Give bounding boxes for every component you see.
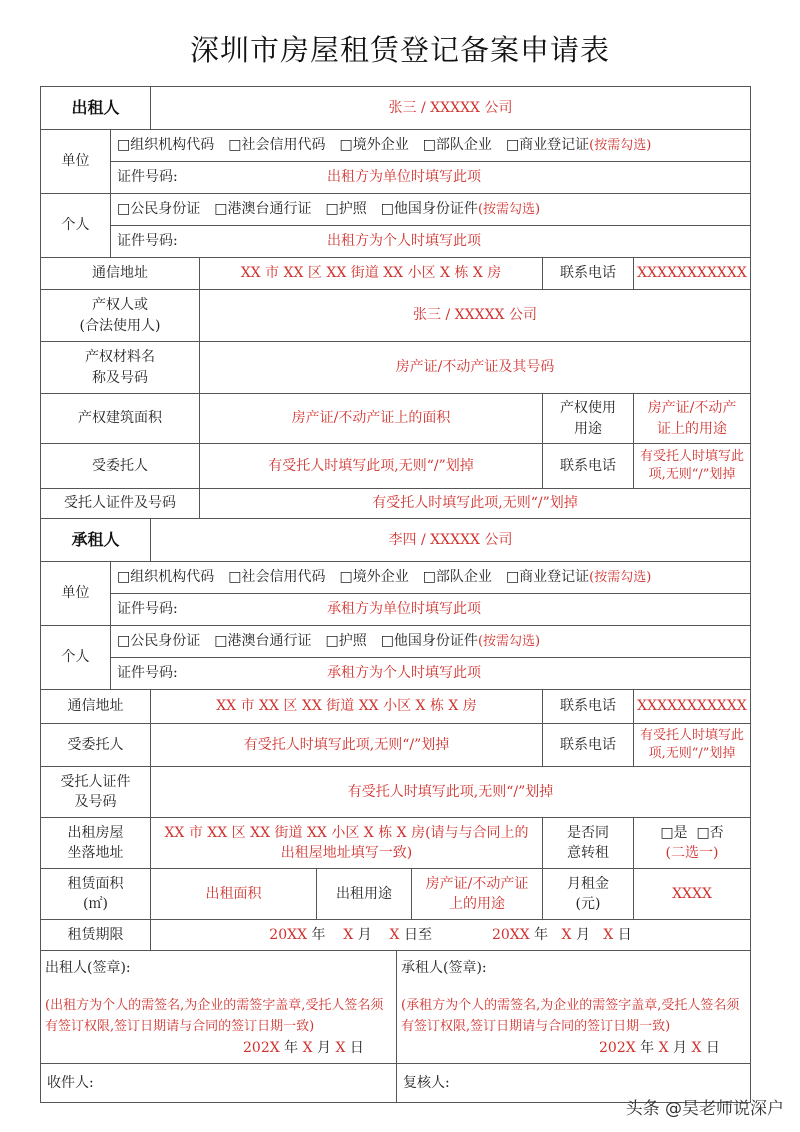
receiver-field[interactable] [40, 1063, 397, 1103]
year-unit: 年 [284, 1040, 299, 1056]
rent-area-label-line1: 租赁面积 [67, 875, 124, 892]
month-unit: 月 [357, 926, 372, 943]
location-value[interactable] [150, 817, 543, 869]
lessor-agent-id-label: 受托人证件及号码 [40, 488, 200, 519]
checkbox-hk-permit[interactable]: □港澳台通行证 [214, 633, 312, 650]
checkbox-overseas[interactable]: □境外企业 [339, 569, 409, 586]
day-unit: 日 [349, 1040, 364, 1056]
lessee-agent-phone-line1: 有受托人时填写此 [639, 728, 744, 744]
monthly-rent-label [542, 868, 634, 920]
building-area-label: 产权建筑面积 [40, 393, 200, 444]
checkbox-foreign-id[interactable]: □他国身份证件 [380, 201, 478, 218]
unit-id-label: 证件号码: [117, 169, 178, 186]
person-id-value[interactable]: 承租方为个人时填写此项 [327, 665, 481, 682]
sublet-checkboxes[interactable]: □是 □否 [660, 824, 724, 841]
rent-use-value-line2: 上的用途 [449, 896, 505, 912]
lessor-agent-phone-line1: 有受托人时填写此 [639, 449, 744, 465]
rent-area-label-line2: (㎡) [83, 896, 108, 912]
unit-note: (按需勾选) [589, 137, 652, 153]
lessee-agent-value[interactable]: 有受托人时填写此项,无则“/”划掉 [150, 723, 543, 767]
start-year[interactable]: 20XX [269, 926, 308, 943]
rent-area-label [40, 868, 151, 920]
lessor-signature-note: (出租方为个人的需签名,为企业的需签字盖章,受托人签名须有签订权限,签订日期请与合同的签订日期一致) [45, 998, 384, 1035]
rent-period-label: 租赁期限 [40, 919, 151, 951]
year-unit: 年 [640, 1040, 655, 1056]
checkbox-military[interactable]: □部队企业 [422, 137, 492, 154]
person-note: (按需勾选) [477, 201, 541, 217]
lessee-person-id-row [110, 657, 751, 690]
lessor-unit-id-row [110, 161, 751, 194]
lessor-name[interactable]: 张三 / XXXXX 公司 [150, 86, 751, 130]
location-value-line1: XX 市 XX 区 XX 街道 XX 小区 X 栋 X 房(请与与合同上的 [164, 824, 529, 841]
end-year[interactable]: 20XX [491, 926, 530, 943]
lessee-agent-id-label-line2: 及号码 [74, 794, 117, 810]
lessee-person-label: 个人 [40, 625, 111, 690]
checkbox-hk-permit[interactable]: □港澳台通行证 [214, 201, 312, 218]
lessor-address-label: 通信地址 [40, 257, 200, 290]
year-unit: 年 [311, 926, 326, 943]
lessee-signature-date [599, 1037, 720, 1057]
person-id-value[interactable]: 出租方为个人时填写此项 [327, 233, 481, 250]
day-unit: 日 [617, 926, 632, 943]
lessee-agent-phone-label: 联系电话 [542, 723, 634, 767]
checkbox-org-code[interactable]: □组织机构代码 [117, 137, 215, 154]
lessor-phone-value[interactable]: XXXXXXXXXXX [633, 257, 751, 290]
usage-label [542, 393, 634, 444]
usage-value-line1: 房产证/不动产 [647, 400, 737, 417]
lessor-agent-phone-label: 联系电话 [542, 443, 634, 489]
lessee-agent-id-label [40, 766, 151, 818]
property-doc-label-line1: 产权材料名 [85, 349, 155, 366]
lessor-person-label: 个人 [40, 193, 111, 258]
owner-label-line2: (合法使用人) [79, 317, 161, 334]
sublet-options[interactable] [633, 817, 751, 869]
rent-area-value[interactable]: 出租面积 [150, 868, 317, 920]
lessor-person-id-row [110, 225, 751, 258]
lessee-address-value[interactable]: XX 市 XX 区 XX 街道 XX 小区 X 栋 X 房 [150, 689, 543, 724]
lessor-phone-label: 联系电话 [542, 257, 634, 290]
lessor-address-value[interactable]: XX 市 XX 区 XX 街道 XX 小区 X 栋 X 房 [199, 257, 543, 290]
checkbox-overseas[interactable]: □境外企业 [339, 137, 409, 154]
usage-label-line1: 产权使用 [560, 400, 616, 417]
lessee-agent-label: 受委托人 [40, 723, 151, 767]
lessee-name[interactable]: 李四 / XXXXX 公司 [150, 518, 751, 562]
location-label [40, 817, 151, 869]
sign-year[interactable]: 202X [243, 1040, 280, 1056]
checkbox-passport[interactable]: □护照 [325, 633, 367, 650]
sublet-label-line1: 是否同 [567, 824, 609, 841]
location-label-line1: 出租房屋 [67, 824, 124, 841]
month-unit: 月 [317, 1040, 332, 1056]
lessee-agent-phone-value[interactable] [633, 723, 751, 767]
rent-period-value[interactable] [150, 919, 751, 951]
unit-id-value[interactable]: 承租方为单位时填写此项 [327, 601, 481, 618]
checkbox-foreign-id[interactable]: □他国身份证件 [380, 633, 478, 650]
day-unit: 日 [705, 1040, 720, 1056]
monthly-rent-value[interactable]: XXXX [633, 868, 751, 920]
lessor-header: 出租人 [40, 86, 151, 130]
lessee-agent-id-value[interactable]: 有受托人时填写此项,无则“/”划掉 [150, 766, 751, 818]
lessor-unit-options[interactable] [110, 129, 751, 162]
location-label-line2: 坐落地址 [67, 845, 124, 861]
sign-year[interactable]: 202X [599, 1040, 636, 1056]
sublet-note: (二选一) [665, 845, 719, 861]
lessee-address-label: 通信地址 [40, 689, 151, 724]
unit-id-label: 证件号码: [117, 601, 178, 618]
location-value-line2: 出租屋地址填写一致) [280, 845, 413, 861]
usage-value[interactable] [633, 393, 751, 444]
sublet-label-line2: 意转租 [567, 845, 609, 861]
owner-value[interactable]: 张三 / XXXXX 公司 [199, 289, 751, 342]
lessee-person-options[interactable] [110, 625, 751, 658]
rent-use-value[interactable] [411, 868, 543, 920]
lessee-signature-box[interactable] [396, 950, 751, 1064]
start-day[interactable]: X [389, 926, 400, 943]
lessee-unit-id-row [110, 593, 751, 626]
checkbox-passport[interactable]: □护照 [325, 201, 367, 218]
lessor-agent-phone-line2: 项,无则“/”划掉 [648, 467, 736, 482]
lessee-unit-options[interactable] [110, 561, 751, 594]
lessor-agent-phone-value[interactable] [633, 443, 751, 489]
unit-note: (按需勾选) [589, 569, 652, 585]
lessor-agent-id-value[interactable]: 有受托人时填写此项,无则“/”划掉 [199, 488, 751, 519]
monthly-rent-label-line1: 月租金 [567, 875, 609, 892]
sign-day[interactable]: X [335, 1040, 346, 1056]
rent-period-start [269, 925, 432, 945]
lessee-phone-label: 联系电话 [542, 689, 634, 724]
checkbox-id-card[interactable]: □公民身份证 [117, 633, 201, 650]
checkbox-credit-code[interactable]: □社会信用代码 [228, 569, 326, 586]
end-day[interactable]: X [603, 926, 614, 943]
lessee-header: 承租人 [40, 518, 151, 562]
lessor-signature-date [243, 1037, 364, 1057]
month-unit: 月 [673, 1040, 688, 1056]
rent-period-end [492, 925, 632, 945]
checkbox-business-reg[interactable]: □商业登记证 [505, 137, 590, 154]
lessor-signature-label: 出租人(签章): [45, 960, 131, 976]
person-id-label: 证件号码: [117, 233, 178, 250]
sign-month[interactable]: X [658, 1040, 669, 1056]
watermark: 头条 @吴老师说深户 [625, 1099, 784, 1119]
monthly-rent-label-line2: (元) [575, 896, 601, 912]
lessee-agent-id-label-line1: 受托人证件 [60, 773, 131, 790]
lessee-signature-label: 承租人(签章): [401, 960, 487, 976]
checkbox-business-reg[interactable]: □商业登记证 [505, 569, 590, 586]
day-until: 日至 [403, 926, 432, 943]
lessor-agent-value[interactable]: 有受托人时填写此项,无则“/”划掉 [199, 443, 543, 489]
usage-value-line2: 证上的用途 [657, 420, 727, 437]
owner-label [40, 289, 200, 342]
lessor-person-options[interactable] [110, 193, 751, 226]
lessor-agent-label: 受委托人 [40, 443, 200, 489]
owner-label-line1: 产权人或 [92, 297, 148, 314]
lessor-unit-label: 单位 [40, 129, 111, 194]
usage-label-line2: 用途 [574, 420, 602, 437]
sign-month[interactable]: X [302, 1040, 313, 1056]
sign-day[interactable]: X [691, 1040, 702, 1056]
rent-use-label: 出租用途 [316, 868, 412, 920]
lessee-signature-note: (承租方为个人的需签名,为企业的需签字盖章,受托人签名须有签订权限,签订日期请与合同的签订日期一致) [401, 998, 740, 1035]
checkbox-org-code[interactable]: □组织机构代码 [117, 569, 215, 586]
lessee-phone-value[interactable]: XXXXXXXXXXX [633, 689, 751, 724]
lessee-agent-phone-line2: 项,无则“/”划掉 [648, 746, 736, 761]
form-title: 深圳市房屋租赁登记备案申请表 [189, 33, 610, 67]
reviewer-label: 复核人: [403, 1074, 450, 1091]
sublet-label [542, 817, 634, 869]
receiver-label: 收件人: [47, 1074, 94, 1091]
building-area-value[interactable]: 房产证/不动产证上的面积 [199, 393, 543, 444]
checkbox-credit-code[interactable]: □社会信用代码 [228, 137, 326, 154]
end-month[interactable]: X [561, 926, 572, 943]
lessor-signature-box[interactable] [40, 950, 397, 1064]
person-id-label: 证件号码: [117, 665, 178, 682]
person-note: (按需勾选) [477, 633, 541, 649]
checkbox-military[interactable]: □部队企业 [422, 569, 492, 586]
month-unit: 月 [575, 926, 590, 943]
checkbox-id-card[interactable]: □公民身份证 [117, 201, 201, 218]
year-unit: 年 [534, 926, 549, 943]
unit-id-value[interactable]: 出租方为单位时填写此项 [327, 169, 481, 186]
lessee-unit-label: 单位 [40, 561, 111, 626]
property-doc-value[interactable]: 房产证/不动产证及其号码 [199, 341, 751, 394]
start-month[interactable]: X [343, 926, 354, 943]
property-doc-label [40, 341, 200, 394]
property-doc-label-line2: 称及号码 [92, 369, 148, 386]
rent-use-value-line1: 房产证/不动产证 [425, 875, 529, 892]
